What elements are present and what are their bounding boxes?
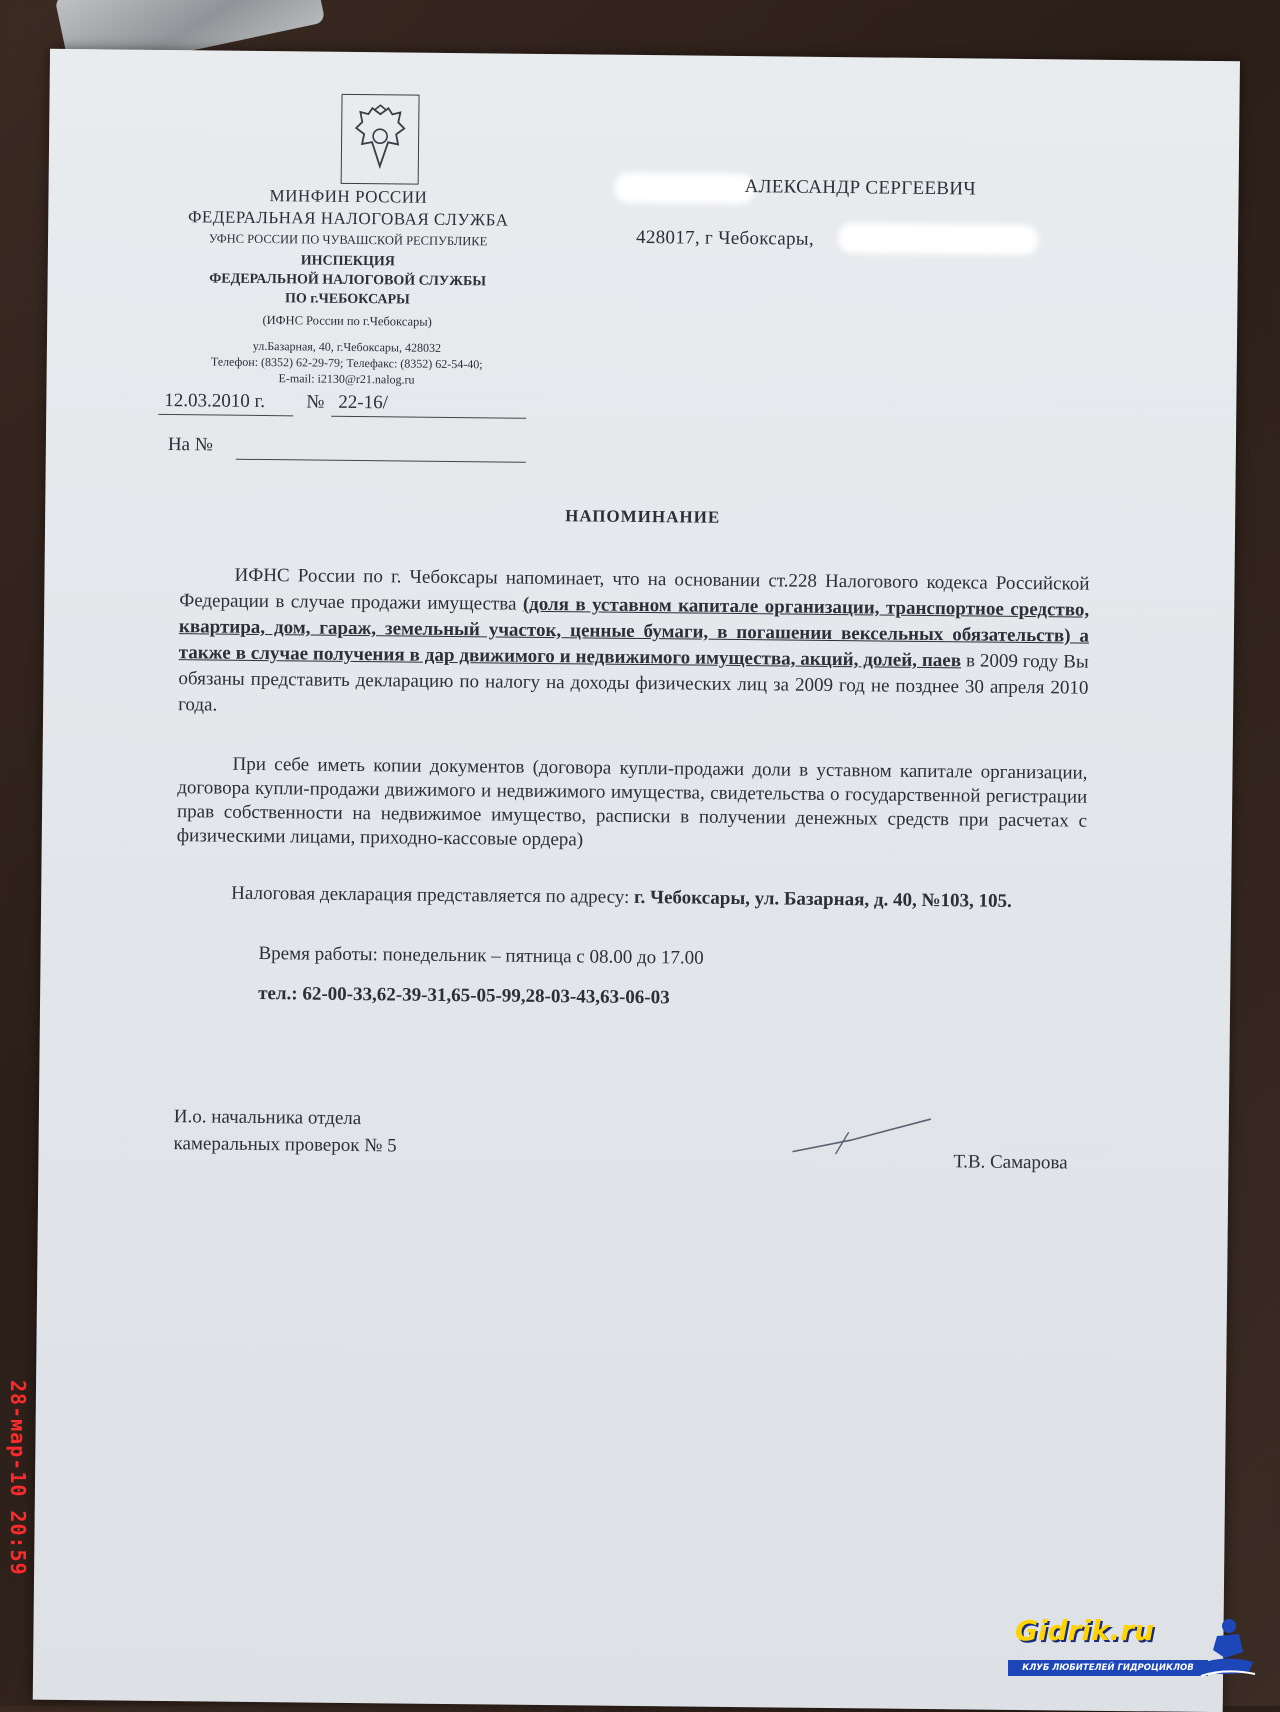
inspection-line3: ПО г.ЧЕБОКСАРЫ: [284, 291, 410, 308]
service-name: ФЕДЕРАЛЬНАЯ НАЛОГОВАЯ СЛУЖБА: [187, 207, 509, 230]
addressee-address: 428017, г Чебоксары,: [635, 226, 815, 250]
redacted-street: [838, 223, 1038, 255]
number-underline: [331, 416, 526, 419]
inspection-phones: Телефон: (8352) 62-29-79; Телефакс: (8352) 62-54-40;: [210, 354, 483, 372]
date-underline: [158, 414, 293, 416]
reference-label: На №: [167, 434, 214, 456]
photo-timestamp: 28-мар-10 20:59: [6, 1380, 30, 1576]
inspection-address: ул.Базарная, 40, г.Чебоксары, 428032: [252, 338, 442, 355]
redacted-surname: [614, 173, 754, 204]
addressee-name: АЛЕКСАНДР СЕРГЕЕВИЧ: [744, 176, 977, 200]
ministry-name: МИНФИН РОССИИ: [269, 186, 428, 207]
paragraph-main-end: в 2009 году Вы обязаны представить декларацию по налогу на доходы физических лиц за 2009 год не позднее 30 апреля 2010 года.: [178, 650, 1089, 716]
paragraph-address-bold: г. Чебоксары, ул. Базарная, д. 40, №103, 105.: [633, 886, 1012, 912]
paragraph-documents: При себе иметь копии документов (договора купли-продажи доли в уставном капитале организации, договора купли-продажи движимого и недвижимого имущества, свидетельства о государственной регистрации прав собственности на недвижимое имущество, расписки в получении денежных средств при расчетах с физическими лицами, приходно-кассовые ордера): [176, 753, 1088, 851]
double-headed-eagle-icon: [350, 104, 411, 175]
inspection-line1: ИНСПЕКЦИЯ: [300, 253, 395, 270]
coat-of-arms-emblem: [341, 94, 420, 185]
paragraph-main: [178, 562, 1090, 728]
contact-phones: тел.: 62-00-33,62-39-31,65-05-99,28-03-43,63-06-03: [258, 983, 670, 1009]
department-name: УФНС РОССИИ ПО ЧУВАШСКОЙ РЕСПУБЛИКЕ: [208, 231, 488, 249]
logo-tagline: КЛУБ ЛЮБИТЕЛЕЙ ГИДРОЦИКЛОВ: [1008, 1660, 1208, 1676]
inspection-email: E-mail: i2130@r21.nalog.ru: [278, 371, 415, 387]
jet-ski-rider-icon: [1195, 1614, 1257, 1680]
paragraph-main-bold: (доля в уставном капитале организации, транспортное средство, квартира, дом, гараж, земельный участок, ценные бумаги, в погашении вексельных обязательств) а также в случае получения в дар движимого и недвижимого имущества, акций, долей, паев: [178, 593, 1090, 672]
logo-name: Gidrik.ru: [1015, 1614, 1155, 1647]
inspection-line2: ФЕДЕРАЛЬНОЙ НАЛОГОВОЙ СЛУЖБЫ: [209, 271, 487, 290]
paragraph-main-start: ИФНС России по г. Чебоксары напоминает, что на основании ст.228 Налогового кодекса Российской Федерации в случае продажи имущества: [179, 564, 1090, 615]
gidrik-logo: [1000, 1612, 1262, 1690]
paragraph-address-start: Налоговая декларация представляется по адресу:: [231, 882, 635, 908]
handwritten-signature: [790, 1112, 941, 1164]
reference-underline: [236, 459, 526, 463]
document-title: НАПОМИНАНИЕ: [565, 506, 721, 527]
signatory-position-line2: камеральных проверок № 5: [173, 1133, 397, 1157]
paragraph-address: [176, 880, 1086, 916]
letter-paper: [33, 49, 1240, 1712]
letter-date: 12.03.2010 г.: [164, 389, 266, 413]
signatory-position-line1: И.о. начальника отдела: [173, 1106, 362, 1130]
working-hours: Время работы: понедельник – пятница с 08.00 до 17.00: [258, 943, 704, 969]
signatory-name: Т.В. Самарова: [953, 1151, 1068, 1174]
letter-number: 22-16/: [338, 391, 389, 414]
inspection-short-name: (ИФНС России по г.Чебоксары): [262, 313, 432, 329]
number-label: №: [306, 391, 325, 413]
